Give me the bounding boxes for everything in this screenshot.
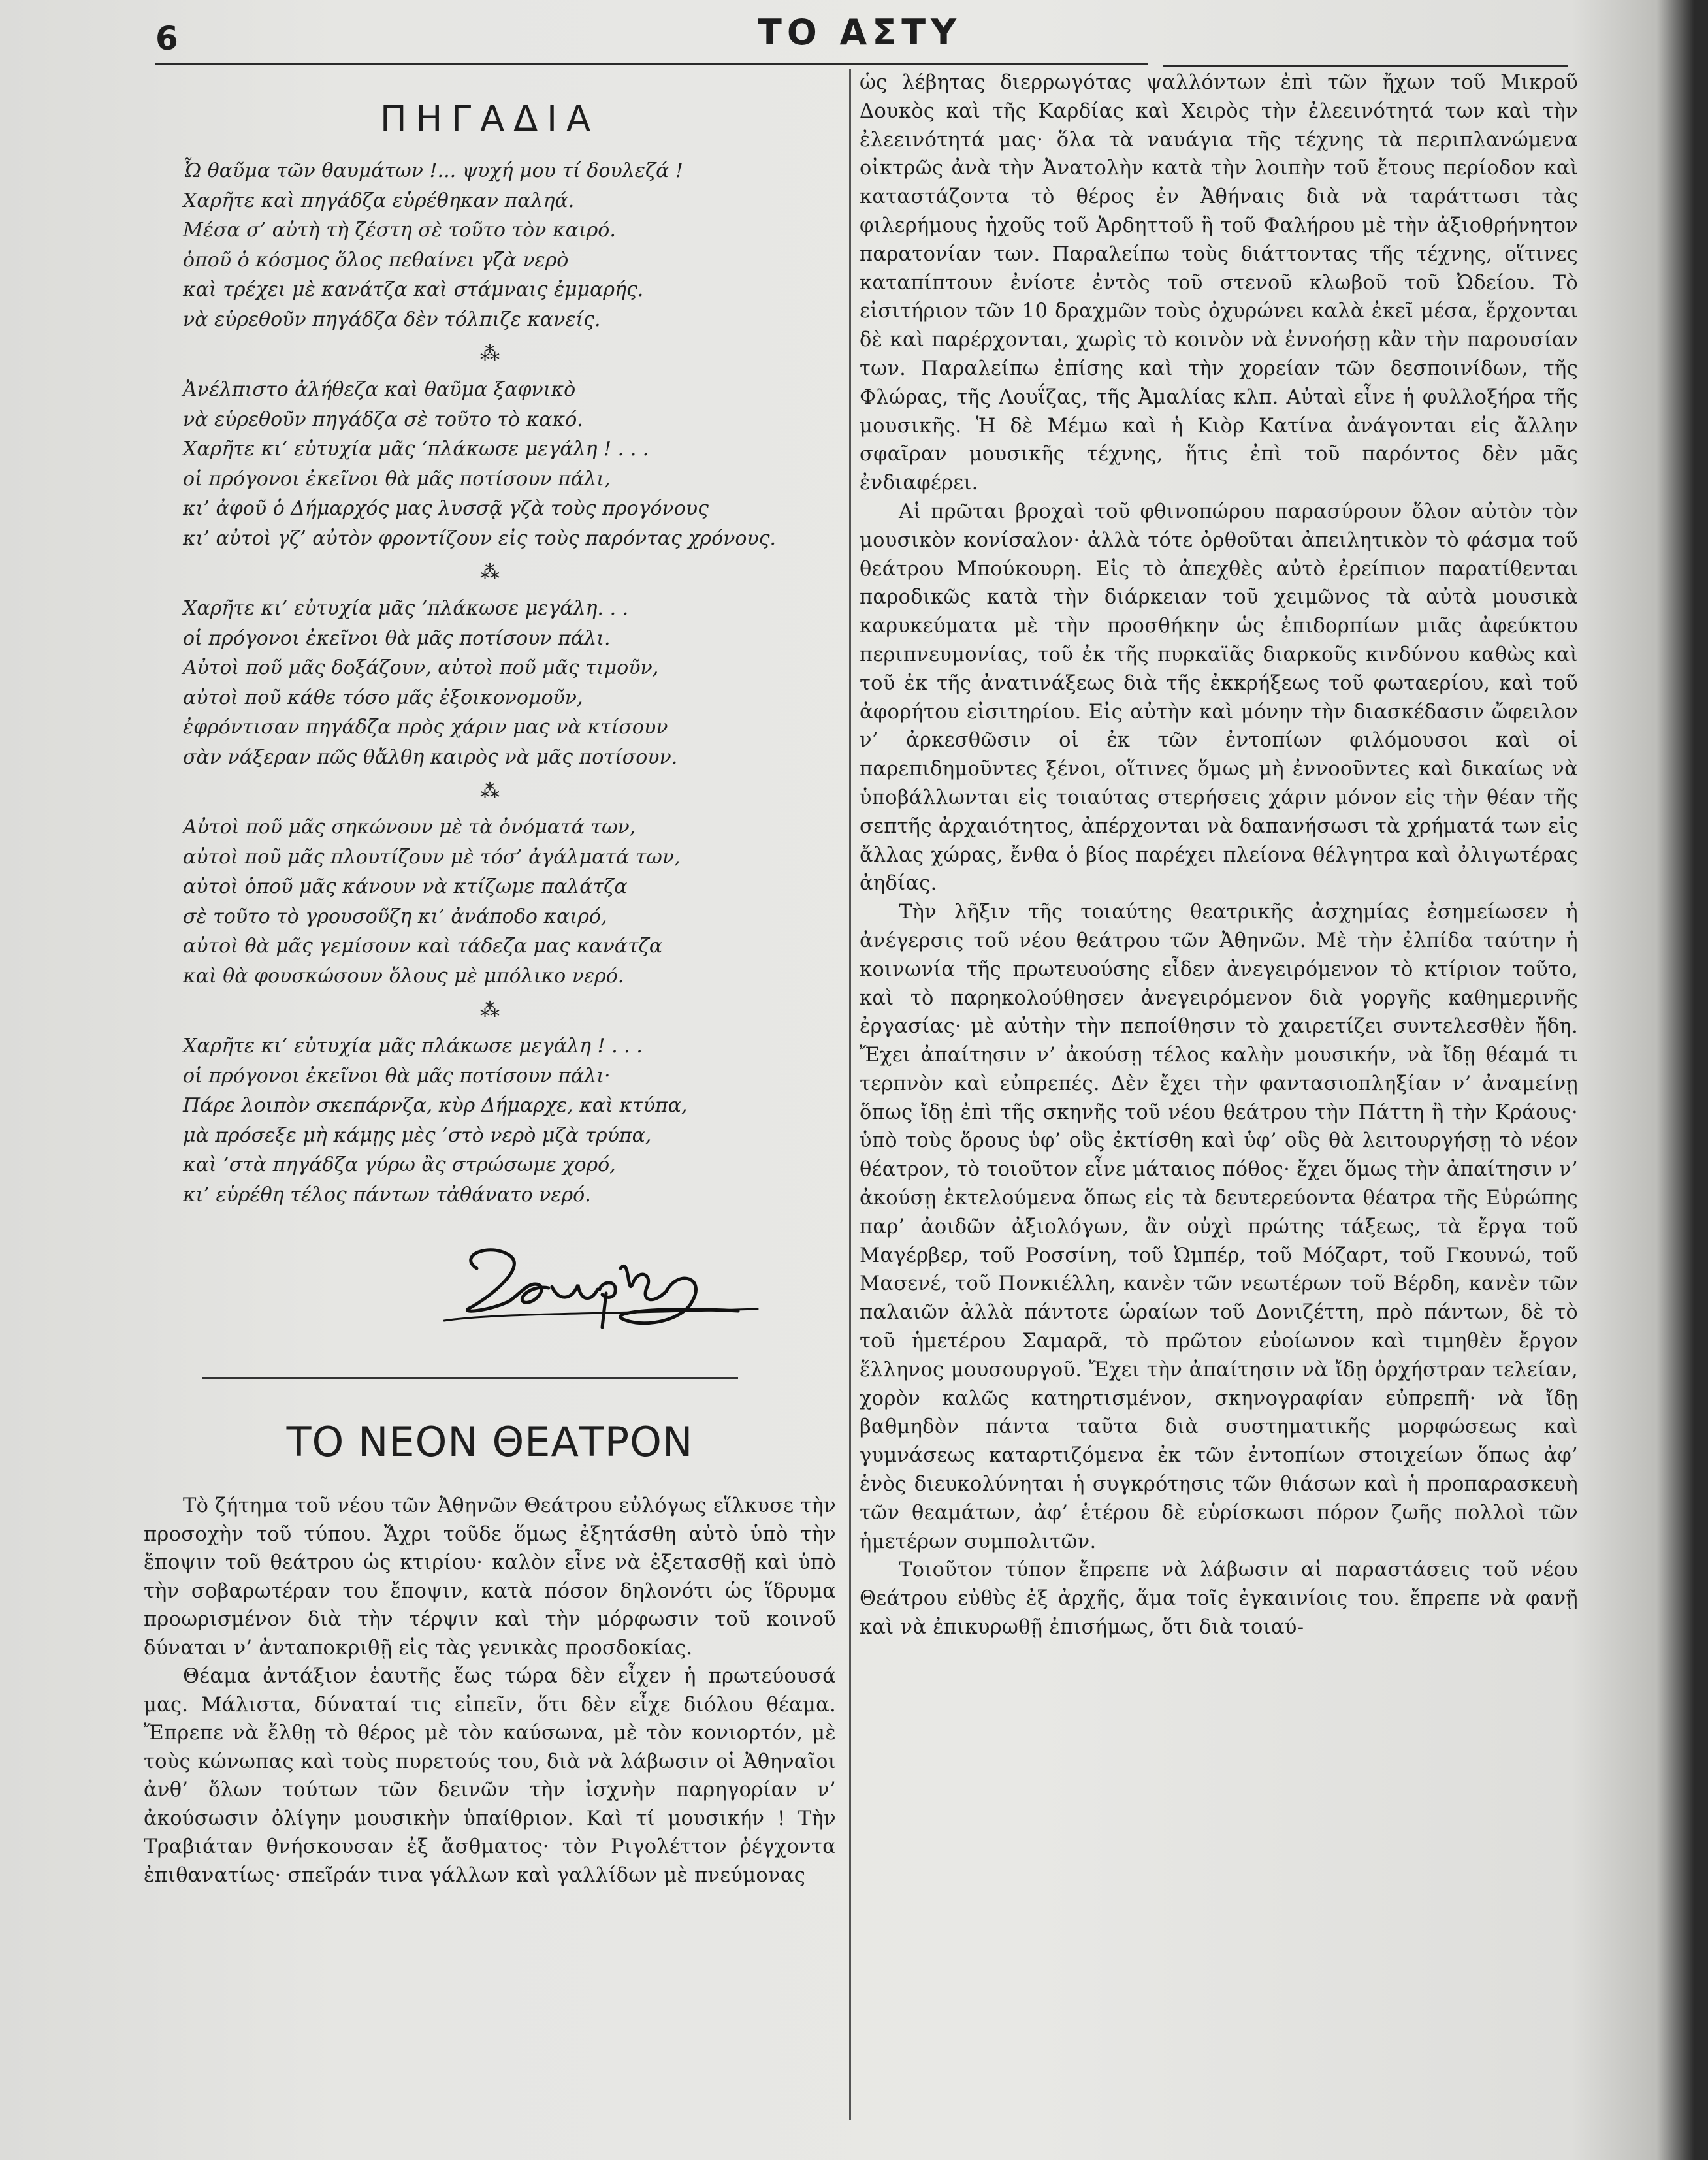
page-number: 6 bbox=[155, 20, 178, 57]
poem-line: Πάρε λοιπὸν σκεπάρνζα, κὺρ Δήμαρχε, καὶ κτύπα, bbox=[183, 1094, 688, 1117]
author-signature bbox=[144, 1223, 836, 1353]
poem-line: Χαρῆτε κι’ εὐτυχία μᾶς ’πλάκωσε μεγάλη ! . . . bbox=[183, 438, 649, 460]
article-title: ΤΟ ΝΕΟΝ ΘΕΑΤΡΟΝ bbox=[286, 1418, 694, 1466]
poem-stanza bbox=[183, 813, 836, 991]
poem-line: νὰ εὑρεθοῦν πηγάδζα σὲ τοῦτο τὸ κακό. bbox=[183, 408, 583, 431]
stanza-ornament: ⁂ bbox=[480, 561, 500, 584]
poem-line: Ἀνέλπιστο ἀλήθεζα καὶ θαῦμα ξαφνικὸ bbox=[183, 378, 576, 401]
poem-line: αὐτοὶ ποῦ μᾶς πλουτίζουν μὲ τόσ’ ἀγάλματά των, bbox=[183, 845, 681, 869]
article-paragraph: Τὴν λῆξιν τῆς τοιαύτης θεατρικῆς ἀσχημίας ἐσημείωσεν ἡ ἀνέγερσις τοῦ νέου θεάτρου τῶν Ἀθηνῶν. Μὲ τὴν ἐλπίδα ταύτην ἡ κοινωνία τῆς πρωτευούσης εἶδεν ἀνεγειρόμενον τὸ κτίριον τοῦτο, καὶ τὸ παρηκολούθησεν ἀνεγειρόμενον διὰ γοργῆς καθημερινῆς ἐργασίας· μὲ αὐτὴν τὴν πεποίθησιν τὸ χαιρετίζει συντελεσθὲν ἤδη. Ἔχει ἀπαίτησιν ν’ ἀκούσῃ τέλος καλὴν μουσικήν, νὰ ἴδῃ θέαμά τι τερπνὸν καὶ εὐπρεπές. Δὲν ἔχει τὴν φαντασιοπληξίαν ν’ ἀναμείνῃ ὅπως ἴδῃ ἐπὶ τῆς σκηνῆς τοῦ νέου θεάτρου τὴν Πάττη ἢ τὴν Κράους· ὑπὸ τοὺς ὅρους ὑφ’ οὓς ἐκτίσθη καὶ ὑφ’ οὓς θὰ λειτουργήσῃ τὸ νέον θέατρον, τὸ τοιοῦτον εἶνε μάταιος πόθος· ἔχει ὅμως τὴν ἀπαίτησιν ν’ ἀκούσῃ ἐκτελούμενα ὅπως εἰς τὰ δευτερεύοντα θέατρα τῆς Εὐρώπης παρ’ ἀοιδῶν ἀξιολόγων, ἂν οὐχὶ πρώτης τάξεως, τὰ ἔργα τοῦ Μαγέρβερ, τοῦ Ροσσίνη, τοῦ Ὠμπέρ, τοῦ Μόζαρτ, τοῦ Γκουνώ, τοῦ Μασενέ, τοῦ Πονκιέλλη, κανὲν τῶν νεωτέρων τοῦ Βέρδη, κανὲν τῶν παλαιῶν ἀλλὰ πάντοτε ὡραίων τοῦ Δονιζέττη, πρὸ πάντων, δὲ τὸ τοῦ ἡμετέρου Σαμαρᾶ, τὸ πρῶτον εὐοίωνον καὶ τιμηθὲν ἔργον ἕλληνος μουσουργοῦ. Ἔχει τὴν ἀπαίτησιν νὰ ἴδῃ ὀρχήστραν τελείαν, χορὸν καλῶς κατηρτισμένον, σκηνογραφίαν εὐπρεπῆ· νὰ ἴδῃ βαθμηδὸν πάντα ταῦτα διὰ συστηματικῆς μορφώσεως καὶ γυμνάσεως καταρτιζόμενα ἐκ τῶν ἐντοπίων στοιχείων ὅπως ἀφ’ ἑνὸς διευκολύνηται ἡ συγκρότησις τῶν θιάσων καὶ ἡ προπαρασκευὴ τῶν θεαμάτων, ἀφ’ ἑτέρου δὲ εὑρίσκωσι πόρον ζωῆς πολλοὶ τῶν ἡμετέρων συμπολιτῶν. bbox=[860, 901, 1578, 1553]
poem-line: Μέσα σ’ αὐτὴ τὴ ζέστη σὲ τοῦτο τὸν καιρό. bbox=[183, 219, 616, 242]
stanza-ornament: ⁂ bbox=[480, 999, 500, 1022]
poem-line: καὶ τρέχει μὲ κανάτζα καὶ στάμναις ἐμμαρής. bbox=[183, 278, 644, 301]
poem-line: Ὦ θαῦμα τῶν θαυμάτων !... ψυχή μου τί δουλεζά ! bbox=[183, 159, 683, 182]
column-divider bbox=[849, 69, 851, 2120]
poem-line: Χαρῆτε καὶ πηγάδζα εὑρέθηκαν παληά. bbox=[183, 189, 575, 212]
article-paragraph: Τοιοῦτον τύπον ἔπρεπε νὰ λάβωσιν αἱ παραστάσεις τοῦ νέου Θεάτρου εὐθὺς ἐξ ἀρχῆς, ἅμα τοῖς ἐγκαινίοις του. ἔπρεπε νὰ φανῇ καὶ νὰ ἐπικυρωθῇ ἐπισήμως, ὅτι διὰ τοιαύ- bbox=[860, 1558, 1578, 1639]
article-paragraph: Τὸ ζήτημα τοῦ νέου τῶν Ἀθηνῶν Θεάτρου εὐλόγως εἵλκυσε τὴν προσοχὴν τοῦ τύπου. Ἄχρι τοῦδε ὅμως ἐξητάσθη αὐτὸ ὑπὸ τὴν ἔποψιν τοῦ θεάτρου ὡς κτιρίου· καλὸν εἶνε νὰ ἐξετασθῇ καὶ ὑπὸ τὴν σοβαρωτέραν του ἔποψιν, κατὰ πόσον δηλονότι ὡς ἵδρυμα προωρισμένον διὰ τὴν τέρψιν καὶ τὴν μόρφωσιν τοῦ κοινοῦ δύναται ν’ ἀνταποκριθῇ εἰς τὰς γενικὰς προσδοκίας. bbox=[144, 1494, 836, 1660]
poem-line: ἐφρόντισαν πηγάδζα πρὸς χάριν μας νὰ κτίσουν bbox=[183, 716, 668, 739]
poem-stanza bbox=[183, 156, 836, 334]
poem-stanza bbox=[183, 594, 836, 772]
article-paragraph: ὡς λέβητας διερρωγότας ψαλλόντων ἐπὶ τῶν ἤχων τοῦ Μικροῦ Δουκὸς καὶ τῆς Καρδίας καὶ Χειρὸς τὴν ἐλεεινότητά των καὶ τὴν ἐλεεινότητά μας· ὅλα τὰ ναυάγια τῆς τέχνης τὰ περιπλανώμενα οἰκτρῶς ἀνὰ τὴν Ἀνατολὴν κατὰ τὴν λοιπὴν τοῦ ἔτους περίοδον καὶ καταστάζοντα τὸ θέρος ἐν Ἀθήναις διὰ νὰ ταράττωσι τὰς φιλερήμους ἠχοῦς τοῦ Ἀρδηττοῦ ἢ τοῦ Φαλήρου μὲ τὴν ἀξιοθρήνητον παρατονίαν των. Παραλείπω τοὺς διάττοντας τῆς τέχνης, οἵτινες καταπίπτουν ἐνίοτε ἐντὸς τοῦ στενοῦ κλωβοῦ τοῦ Ὠδείου. Τὸ εἰσιτήριον τῶν 10 δραχμῶν τοὺς ὀχυρώνει καλὰ ἐκεῖ μέσα, ἔρχονται δὲ καὶ παρέρχονται, χωρὶς τὸ κοινὸν νὰ ἐννοήσῃ κἂν τὴν παρουσίαν των. Παραλείπω ἐπίσης καὶ τὴν χορείαν τῶν δεσποινίδων, τῆς Φλώρας, τῆς Λουΐζας, τῆς Ἀμαλίας κλπ. Αὐταὶ εἶνε ἡ φυλλοξήρα τῆς μουσικῆς. Ἡ δὲ Μέμω καὶ ἡ Κιὸρ Κατίνα ἀνάγονται εἰς ἄλλην σφαῖραν μουσικῆς τέχνης, ἥτις ἐπὶ τοῦ παρόντος δὲν μᾶς ἐνδιαφέρει. bbox=[860, 71, 1578, 495]
poem-line: καὶ ’στὰ πηγάδζα γύρω ἂς στρώσωμε χορό, bbox=[183, 1153, 616, 1176]
article-paragraph: Θέαμα ἀντάξιον ἑαυτῆς ἕως τώρα δὲν εἶχεν ἡ πρωτεύουσά μας. Μάλιστα, δύναταί τις εἰπεῖν, ὅτι δὲν εἶχε διόλου θέαμα. Ἔπρεπε νὰ ἔλθῃ τὸ θέρος μὲ τὸν καύσωνα, μὲ τὸν κονιορτόν, μὲ τοὺς κώνωπας καὶ τοὺς πυρετούς του, διὰ νὰ λάβωσιν οἱ Ἀθηναῖοι ἀνθ’ ὅλων τούτων τῶν δεινῶν τὴν ἰσχνὴν παρηγορίαν ν’ ἀκούσωσιν ὀλίγην μουσικὴν ὑπαίθριον. Καὶ τί μουσικήν ! Τὴν Τραβιάταν θνήσκουσαν ἐξ ἄσθματος· τὸν Ριγολέττον ῥέγχοντα ἐπιθανατίως· σπεῖράν τινα γάλλων καὶ γαλλίδων μὲ πνεύμονας bbox=[144, 1665, 836, 1887]
poem-line: οἱ πρόγονοι ἐκεῖνοι θὰ μᾶς ποτίσουν πάλι. bbox=[183, 626, 611, 650]
stanza-ornament: ⁂ bbox=[480, 342, 500, 365]
poem-stanza bbox=[183, 1031, 836, 1210]
masthead: ΤΟ ΑΣΤΥ bbox=[758, 12, 962, 53]
poem-line: μὰ πρόσεξε μὴ κάμῃς μὲς ’στὸ νερὸ μζὰ τρύπα, bbox=[183, 1123, 652, 1147]
poem-stanza bbox=[183, 375, 836, 553]
poem-line: αὐτοὶ ποῦ κάθε τόσο μᾶς ἐξοικονομοῦν, bbox=[183, 686, 583, 709]
poem-line: καὶ θὰ φουσκώσουν ὅλους μὲ μπόλικο νερό. bbox=[183, 964, 624, 988]
poem-line: κι’ ἀφοῦ ὁ Δήμαρχός μας λυσσᾷ γζὰ τοὺς προγόνους bbox=[183, 497, 709, 520]
poem-line: σὲ τοῦτο τὸ γρουσοῦζη κι’ ἀνάποδο καιρό, bbox=[183, 905, 607, 928]
handwritten-signature bbox=[431, 1229, 771, 1340]
poem-line: νὰ εὑρεθοῦν πηγάδζα δὲν τόλπιζε κανείς. bbox=[183, 308, 601, 331]
left-column bbox=[144, 85, 836, 1890]
poem-title: ΠΗΓΑΔΙΑ bbox=[379, 98, 600, 139]
header-rule-right bbox=[1163, 65, 1568, 67]
stanza-ornament: ⁂ bbox=[480, 780, 500, 803]
right-column bbox=[860, 69, 1578, 1642]
poem-line: Χαρῆτε κι’ εὐτυχία μᾶς πλάκωσε μεγάλη ! . . . bbox=[183, 1035, 643, 1057]
poem-line: κι’ αὐτοὶ γζ’ αὐτὸν φροντίζουν εἰς τοὺς παρόντας χρόνους. bbox=[183, 526, 777, 550]
poem-line: σὰν νάξεραν πῶς θἄλθη καιρὸς νὰ μᾶς ποτίσουν. bbox=[183, 745, 678, 769]
poem-line: αὐτοὶ ὁποῦ μᾶς κάνουν νὰ κτίζωμε παλάτζα bbox=[183, 875, 628, 898]
header-rule-left bbox=[155, 63, 1148, 65]
poem-line: κι’ εὑρέθη τέλος πάντων τἀθάνατο νερό. bbox=[183, 1183, 591, 1206]
poem-line: Χαρῆτε κι’ εὐτυχία μᾶς ’πλάκωσε μεγάλη. . . bbox=[183, 597, 629, 620]
poem-line: ὁποῦ ὁ κόσμος ὅλος πεθαίνει γζὰ νερὸ bbox=[183, 248, 569, 272]
poem-line: οἱ πρόγονοι ἐκεῖνοι θὰ μᾶς ποτίσουν πάλι· bbox=[183, 1064, 611, 1088]
poem-line: Αὐτοὶ ποῦ μᾶς σηκώνουν μὲ τὰ ὀνόματά των, bbox=[183, 816, 636, 839]
article-paragraph: Αἱ πρῶται βροχαὶ τοῦ φθινοπώρου παρασύρουν ὅλον αὐτὸν τὸν μουσικὸν κονίσαλον· ἀλλὰ τότε ὀρθοῦται ἀπειλητικὸν τὸ φάσμα τοῦ θεάτρου Μπούκουρη. Εἰς τὸ ἀπεχθὲς αὐτὸ ἐρείπιον παρατίθενται παροδικῶς κατὰ τὴν διάρκειαν τοῦ χειμῶνος τὰ αὐτὰ μουσικὰ καρυκεύματα μὲ τὴν προσθήκην ὡς ἐπιδορπίων μιᾶς ἀφεύκτου περιπνευμονίας, τοῦ ἐκ τῆς πυρκαϊᾶς διαρκοῦς κινδύνου καθὼς καὶ τοῦ ἐκ τῆς ἀνατινάξεως διὰ τῆς ἐκκρήξεως τοῦ φωταερίου, καὶ τοῦ ἀφορήτου εἰσιτηρίου. Εἰς αὐτὴν καὶ μόνην τὴν διασκέδασιν ὤφειλον ν’ ἀρκεσθῶσιν οἱ ἐκ τῶν ἐντοπίων φιλόμουσοι καὶ οἱ παρεπιδημοῦντες ξένοι, οἵτινες ὅμως μὴ ἐννοοῦντες καὶ δικαίως νὰ ὑποβάλλωνται εἰς τοιαύτας στερήσεις χάριν μόνον εἰς τὴν θέαν τῆς σεπτῆς ἀρχαιότητος, ἀπέρχονται νὰ δαπανήσωσι τὰ χρήματά των εἰς ἄλλας χώρας, ἔνθα ὁ βίος παρέχει πλείονα θέλγητρα καὶ ὀλιγωτέρας ἀηδίας. bbox=[860, 500, 1578, 895]
poem-line: Αὐτοὶ ποῦ μᾶς δοξάζουν, αὐτοὶ ποῦ μᾶς τιμοῦν, bbox=[183, 656, 659, 679]
poem-line: αὐτοὶ θὰ μᾶς γεμίσουν καὶ τάδεζα μας κανάτζα bbox=[183, 935, 663, 958]
poem-line: οἱ πρόγονοι ἐκεῖνοι θὰ μᾶς ποτίσουν πάλι, bbox=[183, 467, 611, 491]
article-separator-rule bbox=[202, 1377, 738, 1379]
